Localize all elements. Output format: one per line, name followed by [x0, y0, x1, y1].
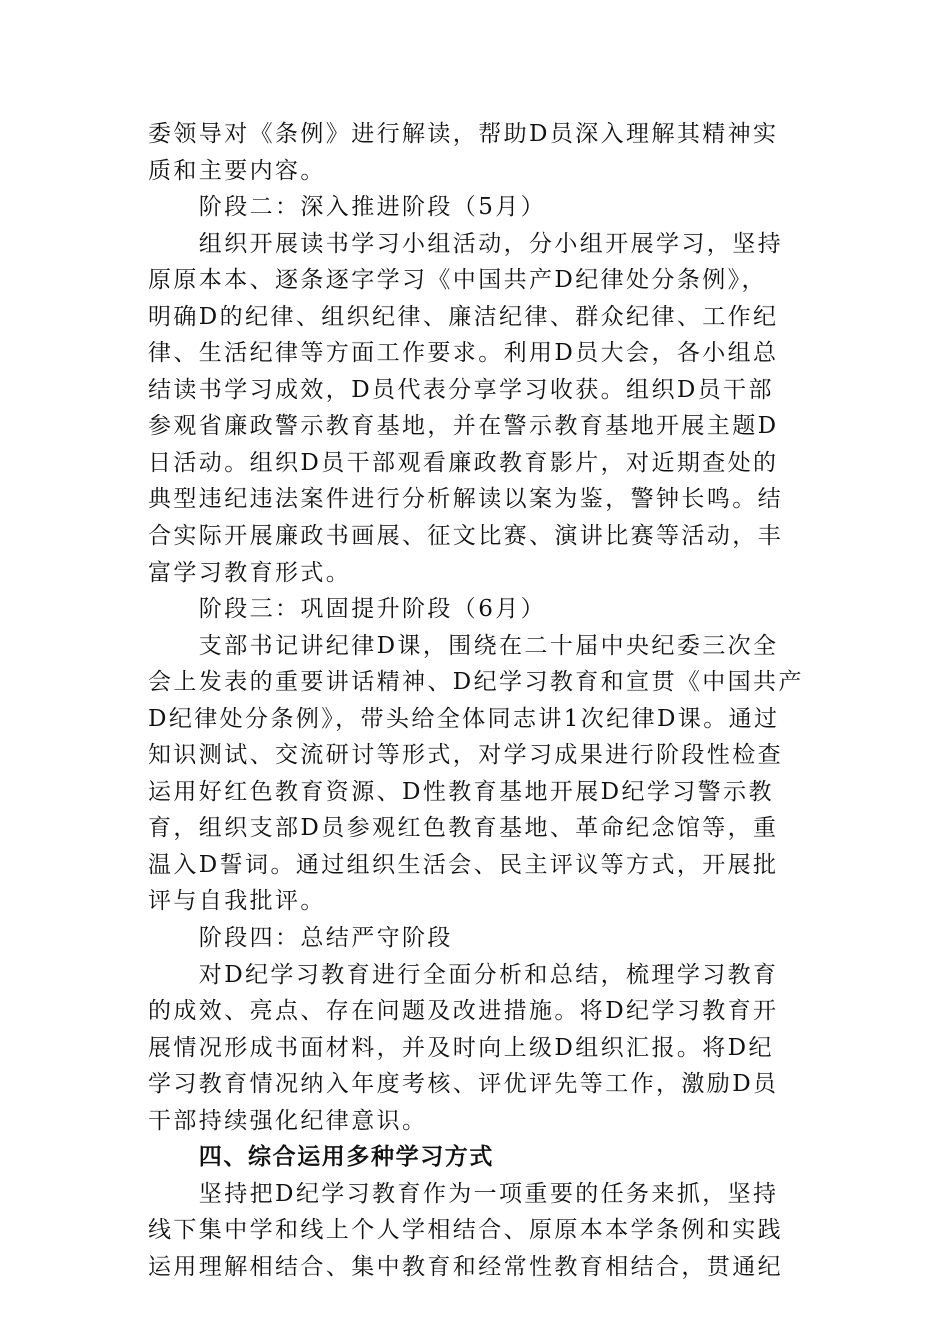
text-line: 坚持把D纪学习教育作为一项重要的任务来抓，坚持	[198, 1180, 779, 1207]
stage-heading: 阶段三：巩固提升阶段（6月）	[198, 596, 547, 623]
text-line: 律、生活纪律等方面工作要求。利用D员大会，各小组总	[148, 340, 779, 367]
text-line: 知识测试、交流研讨等形式，对学习成果进行阶段性检查	[148, 742, 783, 769]
text-line: 的成效、亮点、存在问题及改进措施。将D纪学习教育开	[148, 998, 779, 1025]
text-line: 富学习教育形式。	[148, 559, 352, 586]
text-line: D纪律处分条例》，带头给全体同志讲1次纪律D课。通过	[148, 705, 780, 732]
stage-heading: 阶段四：总结严守阶段	[198, 925, 453, 952]
text-line: 运用好红色教育资源、D性教育基地开展D纪学习警示教	[148, 778, 774, 805]
text-line: 参观省廉政警示教育基地，并在警示教育基地开展主题D	[148, 413, 779, 440]
text-line: 会上发表的重要讲话精神、D纪学习教育和宣贯《中国共产	[148, 669, 804, 696]
text-line: 质和主要内容。	[148, 157, 326, 184]
stage-heading: 阶段二：深入推进阶段（5月）	[198, 194, 547, 221]
text-line: 委领导对《条例》进行解读，帮助D员深入理解其精神实	[148, 121, 779, 147]
text-line: 展情况形成书面材料，并及时向上级D组织汇报。将D纪	[148, 1034, 774, 1061]
section-heading: 四、综合运用多种学习方式	[198, 1144, 494, 1171]
text-line: 典型违纪违法案件进行分析解读以案为鉴，警钟长鸣。结	[148, 486, 783, 513]
text-line: 干部持续强化纪律意识。	[148, 1107, 428, 1134]
text-line: 学习教育情况纳入年度考核、评优评先等工作，激励D员	[148, 1071, 779, 1098]
document-page	[148, 116, 808, 1286]
text-line: 运用理解相结合、集中教育和经常性教育相结合，贯通纪	[148, 1253, 783, 1280]
text-line: 支部书记讲纪律D课，围绕在二十届中央纪委三次全	[198, 632, 779, 659]
text-line: 温入D誓词。通过组织生活会、民主评议等方式，开展批	[148, 851, 779, 878]
text-line: 明确D的纪律、组织纪律、廉洁纪律、群众纪律、工作纪	[148, 303, 779, 330]
text-line: 日活动。组织D员干部观看廉政教育影片，对近期查处的	[148, 449, 779, 476]
text-line: 结读书学习成效，D员代表分享学习收获。组织D员干部	[148, 376, 774, 403]
text-line: 合实际开展廉政书画展、征文比赛、演讲比赛等活动，丰	[148, 523, 783, 550]
text-line: 对D纪学习教育进行全面分析和总结，梳理学习教育	[198, 961, 779, 988]
text-line: 原原本本、逐条逐字学习《中国共产D纪律处分条例》，	[148, 267, 767, 294]
text-line: 线下集中学和线上个人学相结合、原原本本学条例和实践	[148, 1217, 783, 1244]
text-line: 评与自我批评。	[148, 888, 326, 915]
text-line: 组织开展读书学习小组活动，分小组开展学习，坚持	[198, 230, 783, 257]
text-line: 育，组织支部D员参观红色教育基地、革命纪念馆等，重	[148, 815, 779, 842]
